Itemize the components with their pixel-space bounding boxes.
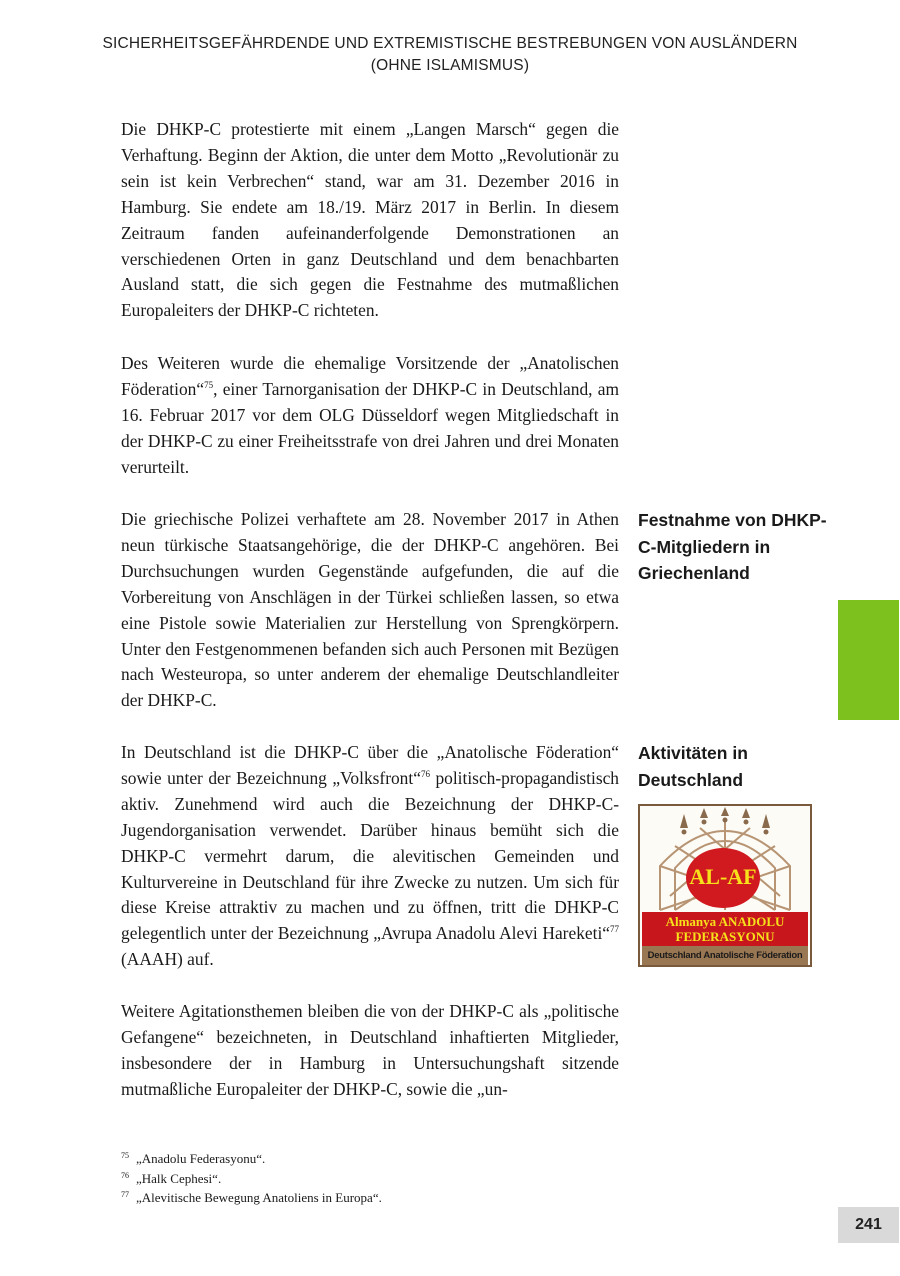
footnotes — [121, 1149, 621, 1208]
logo-badge-text: AL-AF — [689, 864, 757, 889]
paragraph-long-march: Die DHKP-C protestierte mit einem „Langen Marsch“ gegen die Verhaftung. Beginn der Aktion, die unter dem Motto „Revolutionär zu sein ist kein Verbrechen“ stand, war am 31. Dezember 2016 in Hamburg. Sie endete am 18./19. März 2017 in Berlin. In diesem Zeitraum fanden aufeinanderfolgende Demonstrationen an verschiedenen Orten in ganz Deutschland und dem benachbarten Ausland statt, die sich gegen die Festnahme des mutmaßlichen Europaleiters der DHKP-C richteten. — [121, 119, 619, 321]
paragraph-agitation-topics: Weitere Agitationsthemen bleiben die von der DHKP-C als „politische Gefangene“ bezeichneten, in Deutschland inhaftierten Mitglieder, insbesondere der in Hamburg in Untersuchungshaft sitzende mutmaßliche Europaleiter der DHKP-C, sowie die „un- — [121, 1001, 619, 1099]
page-number: 241 — [838, 1207, 899, 1243]
side-heading-greece: Festnahme von DHKP-C-Mitgliedern in Griechenland — [638, 510, 827, 583]
footnote-ref-75[interactable]: 75 — [204, 380, 214, 391]
paragraph-germany-activities: In Deutschland ist die DHKP-C über die „Anatolische Föderation“ sowie unter der Bezeichnung „Volksfront“$^{76}$ politisch-propagandistisch aktiv. Zunehmend wird auch die Bezeichnung der DHKP-C-Jugendorganisation verwendet. Darüber hinaus bemüht sich die DHKP-C vermehrt darum, die alevitischen Gemeinden und Kulturvereine in Deutschland für ihre Zwecke zu nutzen. Um sich für diese Kreise attraktiv zu machen und zu öffnen, tritt die DHKP-C gelegentlich unter der Bezeichnung „Avrupa Anadolu Alevi Hareketi“$^{77}$ (AAAH) auf. — [121, 742, 619, 970]
footnote-76: 76 „Halk Cephesi“. — [121, 1170, 222, 1186]
logo-banner-line-2: FEDERASYONU — [675, 929, 775, 944]
side-heading-germany: Aktivitäten in Deutschland — [638, 743, 748, 790]
anatolian-federation-logo — [638, 804, 812, 967]
logo-footer-text: Deutschland Anatolische Föderation — [642, 946, 808, 965]
header-line-2: (OHNE ISLAMISMUS) — [370, 57, 530, 74]
footnote-75: 75 „Anadolu Federasyonu“. — [121, 1151, 266, 1166]
paragraph-anatolian-federation: Des Weiteren wurde die ehemalige Vorsitzende der „Anatolischen Föderation“$^{75}$, einer Tarnorganisation der DHKP-C in Deutschland, am 16. Februar 2017 vor dem OLG Düsseldorf wegen Mitgliedschaft in der DHKP-C zu einer Freiheitsstrafe von drei Jahren und drei Monaten verurteilt. — [121, 353, 619, 477]
footnote-ref-76[interactable]: 76 — [420, 769, 430, 780]
footnote-77: 77 „Alevitische Bewegung Anatoliens in Europa“. — [121, 1190, 382, 1205]
footnote-ref-77[interactable]: 77 — [610, 924, 619, 935]
paragraph-greece-arrests: Die griechische Polizei verhaftete am 28. November 2017 in Athen neun türkische Staatsangehörige, die der DHKP-C angehören. Bei Durchsuchungen wurden Gegenstände aufgefunden, die auf die Vorbereitung von Anschlägen in der Türkei schließen lassen, so etwa eine Pistole sowie Materialien zur Herstellung von Sprengkörpern. Unter den Festgenommenen befanden sich auch Personen mit Bezügen nach Westeuropa, so unter anderem der ehemalige Deutschlandleiter der DHKP-C. — [121, 509, 619, 711]
logo-banner-line-1: Almanya ANADOLU — [665, 914, 785, 929]
running-header — [0, 33, 900, 77]
header-line-1: SICHERHEITSGEFÄHRDENDE UND EXTREMISTISCHE BESTREBUNGEN VON AUSLÄNDERN — [102, 35, 798, 52]
logo-banner — [642, 912, 808, 946]
chapter-tab-marker — [838, 600, 899, 720]
